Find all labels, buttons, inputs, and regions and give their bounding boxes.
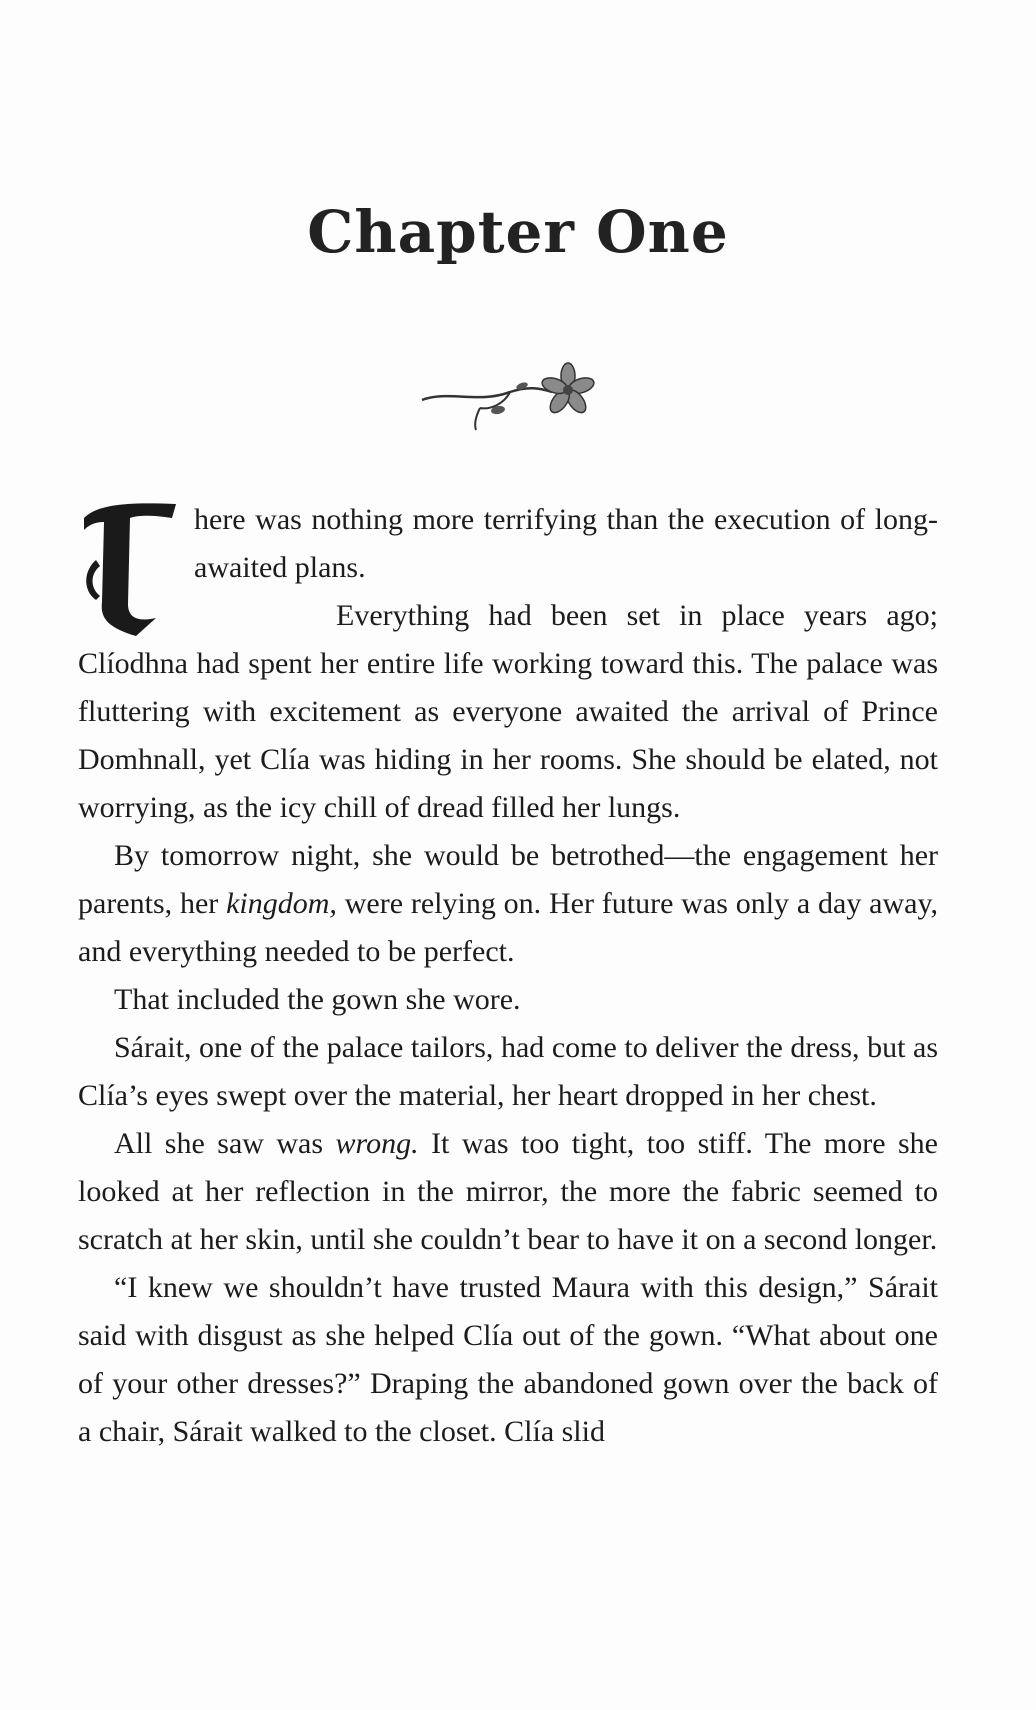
paragraph-6-start: All she saw was — [114, 1127, 336, 1160]
paragraph-3 — [78, 832, 938, 976]
chapter-body — [78, 496, 938, 1456]
wrong-emphasis: wrong. — [335, 1127, 419, 1160]
paragraph-6-end: It was too tight, too stiff. The more she looked at her reflection in the mirror, the more the fabric seemed to scratch at her skin, until she couldn’t bear to have it on a second longer. — [78, 1127, 938, 1256]
paragraph-4: That included the gown she wore. — [114, 983, 521, 1016]
paragraph-6 — [78, 1120, 938, 1264]
paragraph-5: Sárait, one of the palace tailors, had come to deliver the dress, but as Clía’s eyes swept over the material, her heart dropped in her chest. — [78, 1031, 938, 1112]
paragraph-1 — [78, 496, 938, 592]
paragraph-2: Everything had been set in place years ago; Clíodhna had spent her entire life working toward this. The palace was fluttering with excitement as everyone awaited the arrival of Prince Domhnall, yet Clía was hiding in her rooms. She should be elated, not worrying, as the icy chill of dread filled her lungs. — [78, 599, 938, 824]
paragraph-3-end: were relying on. Her future was only a day away, and everything needed to be perfect. — [78, 887, 938, 968]
paragraph-1-text: here was nothing more terrifying than the execution of long-awaited plans. — [194, 503, 938, 584]
dropcap-letter — [78, 500, 178, 638]
paragraph-3-start: By tomorrow night, she would be betrothed—the engagement her parents, her — [78, 839, 938, 920]
paragraph-7: “I knew we shouldn’t have trusted Maura with this design,” Sárait said with disgust as she helped Clía out of the gown. “What about one of your other dresses?” Draping the abandoned gown over the back of a chair, Sárait walked to the closet. Clía slid — [78, 1271, 938, 1448]
flower-vine-icon — [418, 352, 608, 432]
chapter-title: Chapter One — [307, 198, 729, 266]
kingdom-emphasis: kingdom, — [226, 887, 337, 920]
